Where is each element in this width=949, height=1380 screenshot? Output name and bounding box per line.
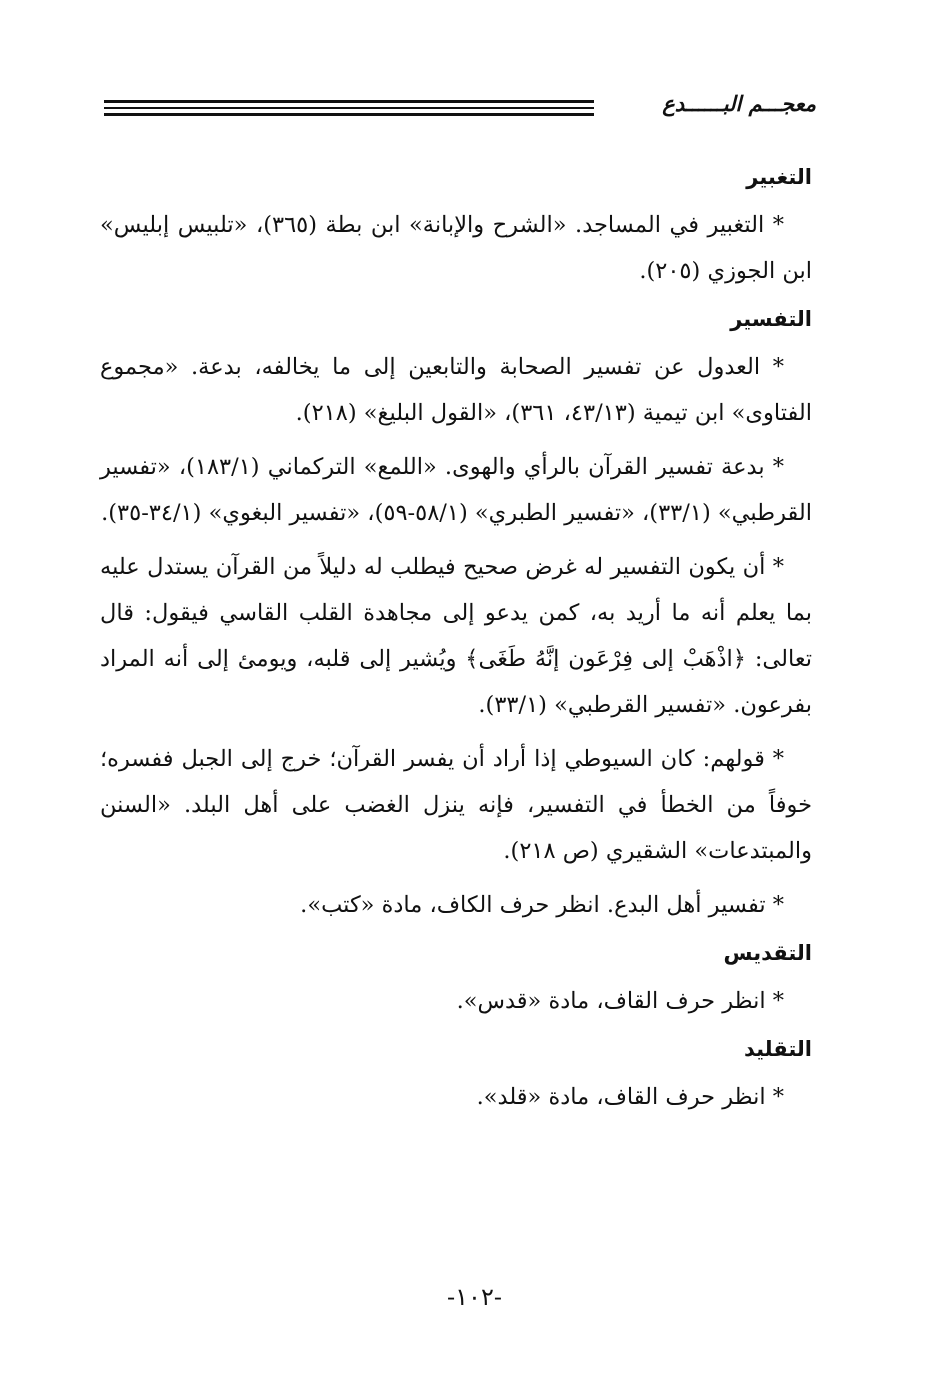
entry-paragraph: * انظر حرف القاف، مادة «قلد». (476, 1084, 784, 1110)
entry-paragraph: * أن يكون التفسير له غرض صحيح فيطلب له دليلاً من القرآن يستدل عليه بما يعلم أنه ما أريد به، كمن يدعو إلى مجاهدة القلب القاسي فيقول: قال تعالى: ﴿اذْهَبْ إلى فِرْعَون إنَّهُ طَغَى﴾ ويُشير إلى قلبه، ويومئ إلى أنه المراد بفرعون. «تفسير القرطبي» (٣٣/١). (100, 554, 812, 718)
header-rule (104, 100, 594, 120)
main-content (100, 160, 812, 1128)
running-header (104, 88, 816, 124)
entry-paragraph: * قولهم: كان السيوطي إذا أراد أن يفسر القرآن؛ خرج إلى الجبل ففسره؛ خوفاً من الخطأ في التفسير، فإنه ينزل الغضب على أهل البلد. «السنن والمبتدعات» الشقيري (ص ٢١٨). (100, 746, 812, 864)
section-heading: التفسير (730, 307, 812, 331)
entry-paragraph: * انظر حرف القاف، مادة «قدس». (456, 988, 784, 1014)
section-taqlid (100, 1032, 812, 1120)
section-taqdis (100, 936, 812, 1024)
section-heading: التقديس (723, 941, 812, 965)
entry-paragraph: * بدعة تفسير القرآن بالرأي والهوى. «اللمع» التركماني (١٨٣/١)، «تفسير القرطبي» (٣٣/١)، «تفسير الطبري» (٥٨/١-٥٩)، «تفسير البغوي» (٣٤/١-٣٥). (100, 454, 812, 526)
section-heading: التغبير (746, 165, 812, 189)
entry-paragraph: * التغبير في المساجد. «الشرح والإبانة» ابن بطة (٣٦٥)، «تلبيس إبليس» ابن الجوزي (٢٠٥). (100, 212, 812, 284)
section-taghbir (100, 160, 812, 294)
section-heading: التقليد (743, 1037, 812, 1061)
entry-paragraph: * تفسير أهل البدع. انظر حرف الكاف، مادة «كتب». (300, 892, 784, 918)
page-number: -١٠٢- (447, 1283, 502, 1311)
section-tafsir (100, 302, 812, 928)
entry-paragraph: * العدول عن تفسير الصحابة والتابعين إلى ما يخالفه، بدعة. «مجموع الفتاوى» ابن تيمية (٤٣/١٣، ٣٦١)، «القول البليغ» (٢١٨). (100, 354, 812, 426)
header-title: معجـــم البــــــدع (662, 92, 816, 116)
